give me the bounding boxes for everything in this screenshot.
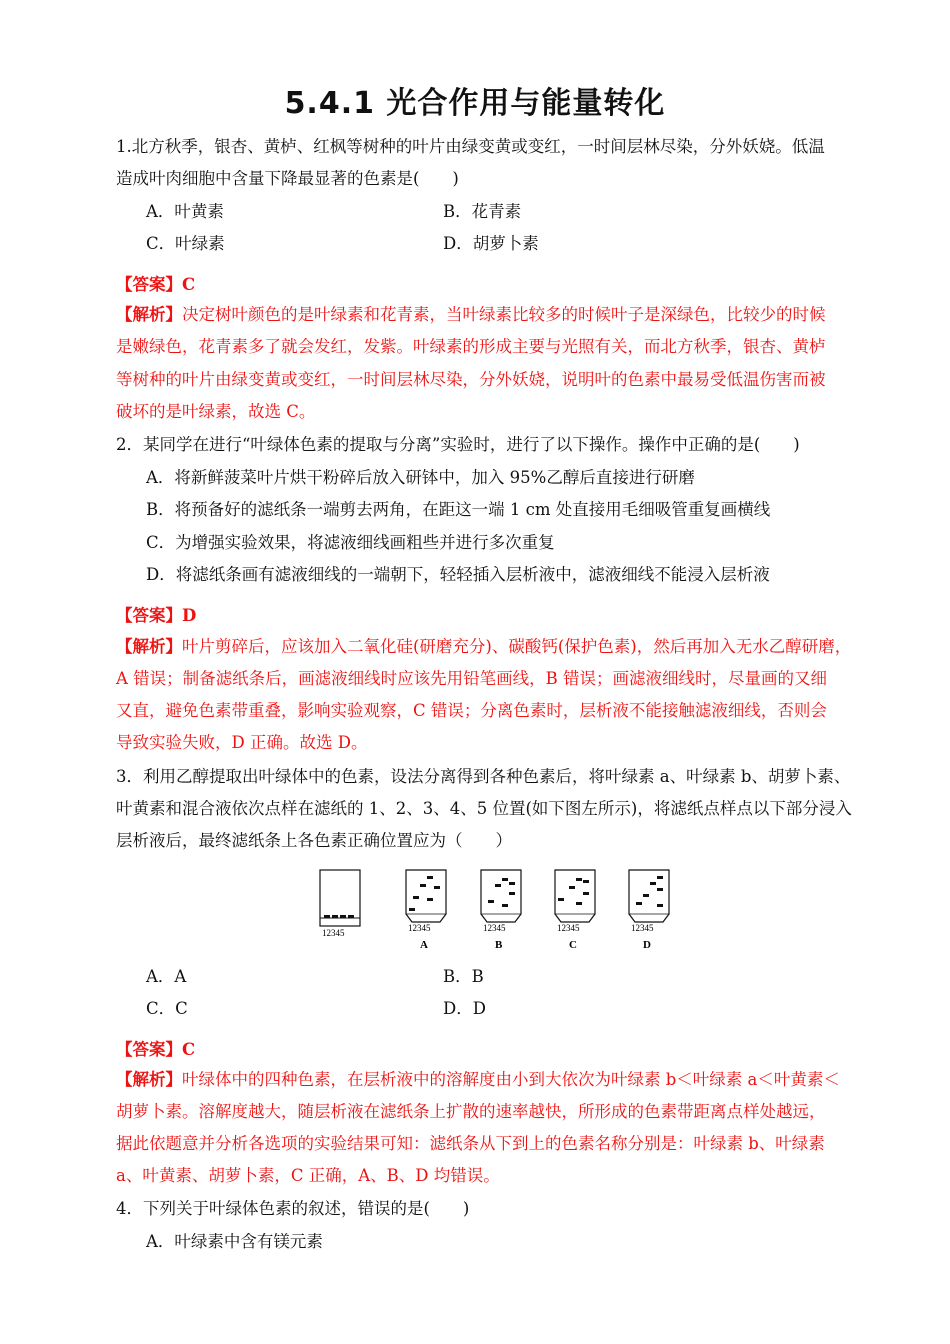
strip-d <box>629 870 669 951</box>
strip-c-numbers: 12345 <box>557 923 580 933</box>
q1-stem-line-1: 1.北方秋季，银杏、黄栌、红枫等树种的叶片由绿变黄或变红，一时间层林尽染，分外妖娆。低温 <box>116 137 825 156</box>
answer-label: 【答案】 <box>116 275 182 294</box>
q2-analysis-line-2: A 错误；制备滤纸条后，画滤液细线时应该先用铅笔画线，B 错误；画滤液细线时，尽量画的又细 <box>116 669 828 688</box>
q1-analysis-line-3: 等树种的叶片由绿变黄或变红，一时间层林尽染，分外妖娆，说明叶的色素中最易受低温伤害而被 <box>116 370 826 389</box>
q3-analysis-line-1 <box>116 1069 840 1091</box>
strip-c <box>555 870 595 951</box>
q1-analysis-text-1: 决定树叶颜色的是叶绿素和花青素，当叶绿素比较多的时候叶子是深绿色，比较少的时候 <box>182 305 826 324</box>
q3-option-a: A．A <box>146 967 187 986</box>
q3-option-b: B．B <box>443 967 484 986</box>
q1-analysis-line-4: 破坏的是叶绿素，故选 C。 <box>116 402 316 421</box>
strip-b-numbers: 12345 <box>483 923 506 933</box>
strip-original <box>320 870 360 938</box>
q1-option-a: A．叶黄素 <box>146 202 224 221</box>
q2-answer-value: D <box>182 606 197 625</box>
analysis-label: 【解析】 <box>116 637 182 656</box>
q3-analysis-line-3: 据此依题意并分析各选项的实验结果可知：滤纸条从下到上的色素名称分别是：叶绿素 b、叶绿素 <box>116 1134 825 1153</box>
q1-option-c: C．叶绿素 <box>146 234 225 253</box>
q2-option-d: D．将滤纸条画有滤液细线的一端朝下，轻轻插入层析液中，滤液细线不能浸入层析液 <box>146 565 770 584</box>
q3-stem-line-3: 层析液后，最终滤纸条上各色素正确位置应为（ ） <box>116 831 512 850</box>
q2-option-a: A．将新鲜菠菜叶片烘干粉碎后放入研钵中，加入 95%乙醇后直接进行研磨 <box>146 468 695 487</box>
q1-option-d: D．胡萝卜素 <box>443 234 539 253</box>
panel-label-c: C <box>569 939 577 951</box>
strip-a-numbers: 12345 <box>408 923 431 933</box>
q3-answer <box>116 1039 195 1061</box>
q2-analysis-line-4: 导致实验失败，D 正确。故选 D。 <box>116 733 368 752</box>
panel-label-d: D <box>643 939 651 951</box>
q3-option-c: C．C <box>146 999 188 1018</box>
q1-answer <box>116 274 195 296</box>
page-title: 5.4.1 光合作用与能量转化 <box>284 86 666 121</box>
chromatography-diagram <box>310 866 670 956</box>
answer-label: 【答案】 <box>116 606 182 625</box>
q1-answer-value: C <box>182 275 196 294</box>
q1-analysis-line-2: 是嫩绿色，花青素多了就会发红，发紫。叶绿素的形成主要与光照有关，而北方秋季，银杏、黄栌 <box>116 337 826 356</box>
panel-label-a: A <box>420 939 428 951</box>
q3-analysis-line-2: 胡萝卜素。溶解度越大，随层析液在滤纸条上扩散的速率越快，所形成的色素带距离点样处越远， <box>116 1102 826 1121</box>
q4-stem: 4．下列关于叶绿体色素的叙述，错误的是( ) <box>116 1199 470 1218</box>
analysis-label: 【解析】 <box>116 1070 182 1089</box>
q1-analysis-line-1 <box>116 304 826 326</box>
q4-option-a: A．叶绿素中含有镁元素 <box>146 1232 323 1251</box>
q2-analysis-line-3: 又直，避免色素带重叠，影响实验观察，C 错误；分离色素时，层析液不能接触滤液细线，否则会 <box>116 701 827 720</box>
q2-analysis-line-1 <box>116 636 851 658</box>
q3-analysis-line-4: a、叶黄素、胡萝卜素，C 正确，A、B、D 均错误。 <box>116 1166 500 1185</box>
strip-b <box>481 870 521 951</box>
q2-stem: 2．某同学在进行“叶绿体色素的提取与分离”实验时，进行了以下操作。操作中正确的是( ) <box>116 435 800 454</box>
analysis-label: 【解析】 <box>116 305 182 324</box>
q2-option-c: C．为增强实验效果，将滤液细线画粗些并进行多次重复 <box>146 533 555 552</box>
answer-label: 【答案】 <box>116 1040 182 1059</box>
strip-d-numbers: 12345 <box>631 923 654 933</box>
q1-stem-line-2: 造成叶肉细胞中含量下降最显著的色素是( ) <box>116 169 459 188</box>
panel-label-b: B <box>495 939 503 951</box>
chromatography-figure <box>310 866 670 956</box>
q1-option-b: B．花青素 <box>443 202 522 221</box>
q2-answer <box>116 605 196 627</box>
q2-option-b: B．将预备好的滤纸条一端剪去两角，在距这一端 1 cm 处直接用毛细吸管重复画横线 <box>146 500 771 519</box>
q3-stem-line-1: 3．利用乙醇提取出叶绿体中的色素，设法分离得到各种色素后，将叶绿素 a、叶绿素 b、胡萝卜素、 <box>116 767 851 786</box>
strip-a <box>406 870 446 951</box>
q3-stem-line-2: 叶黄素和混合液依次点样在滤纸的 1、2、3、4、5 位置(如下图左所示)，将滤纸点样点以下部分浸入 <box>116 799 852 818</box>
strip-original-numbers: 12345 <box>322 928 345 938</box>
q2-analysis-text-1: 叶片剪碎后，应该加入二氧化硅(研磨充分)、碳酸钙(保护色素)，然后再加入无水乙醇研磨， <box>182 637 852 656</box>
q3-analysis-text-1: 叶绿体中的四种色素，在层析液中的溶解度由小到大依次为叶绿素 b＜叶绿素 a＜叶黄素＜ <box>182 1070 840 1089</box>
q3-answer-value: C <box>182 1040 196 1059</box>
q3-option-d: D．D <box>443 999 486 1018</box>
